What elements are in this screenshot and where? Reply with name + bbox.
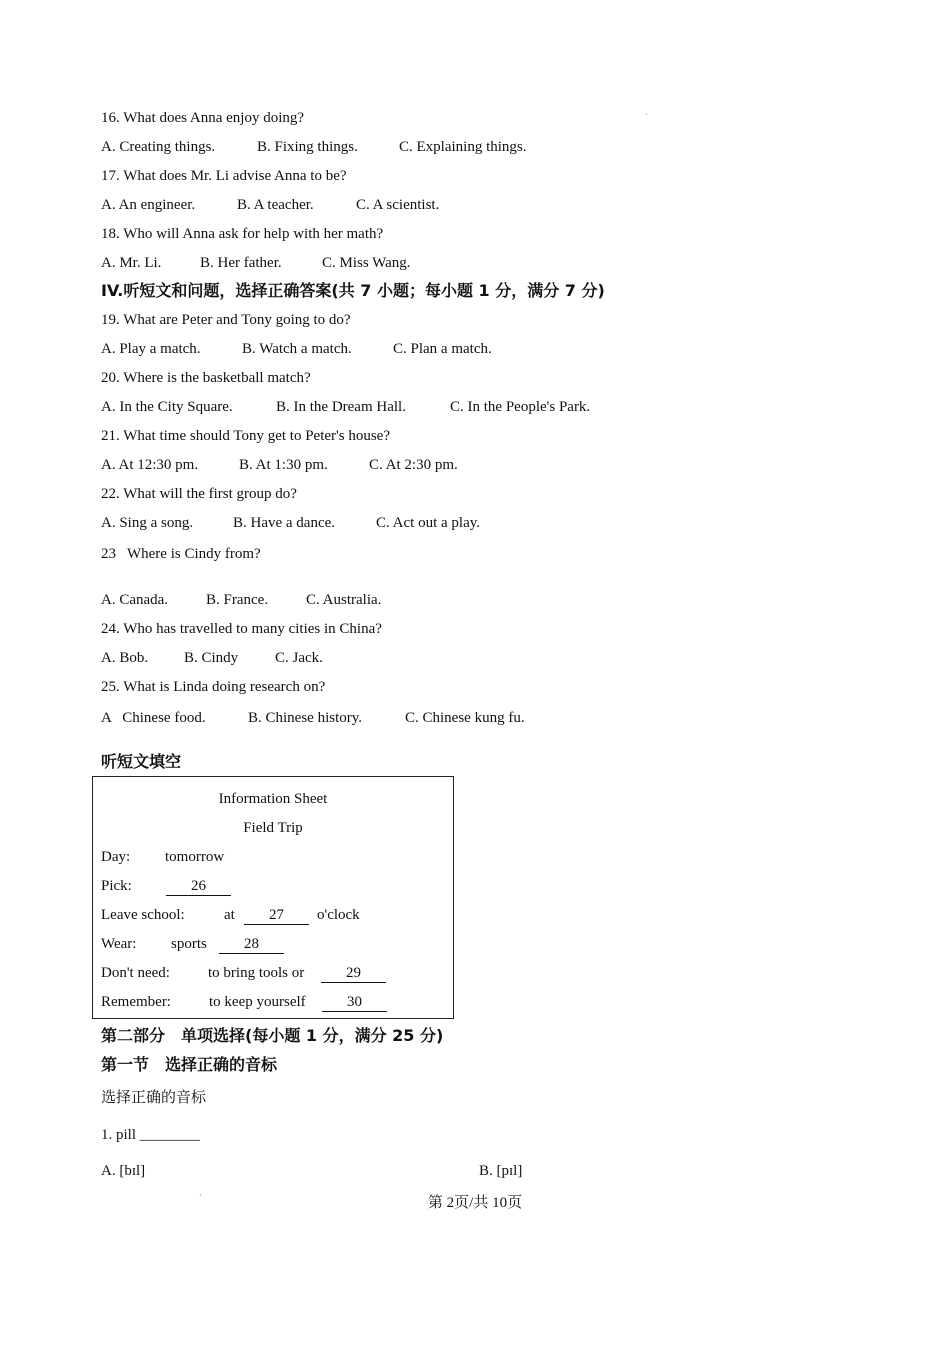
question-19: 19. What are Peter and Tony going to do? [101, 312, 351, 328]
option: B. Her father. [200, 255, 282, 271]
option: B. France. [206, 592, 269, 608]
row-label-day: Day: [101, 849, 131, 865]
option: C. Miss Wang. [322, 255, 411, 271]
option: A. Creating things. [101, 139, 216, 155]
options-21 [101, 455, 458, 475]
option: C. At 2:30 pm. [369, 457, 458, 473]
question-16: 16. What does Anna enjoy doing? [101, 110, 305, 126]
question-23-text: 23 Where is Cindy from? [101, 546, 261, 562]
row-label-dont-need: Don't need: [101, 965, 170, 981]
option: C. Act out a play. [376, 515, 481, 531]
info-sheet-subtitle: Field Trip [243, 820, 303, 836]
row-label-pick: Pick: [101, 878, 132, 894]
option: B. Watch a match. [242, 341, 352, 357]
options-25 [101, 708, 525, 728]
row-text-leave-school: at [224, 907, 235, 923]
question-20: 20. Where is the basketball match? [101, 370, 311, 386]
options-24 [101, 648, 323, 668]
option: A Chinese food. [101, 710, 206, 726]
row-suffix-leave-school: o'clock [317, 907, 360, 923]
question-17: 17. What does Mr. Li advise Anna to be? [101, 168, 347, 184]
option: A. Bob. [101, 650, 149, 666]
option: A. At 12:30 pm. [101, 457, 199, 473]
option: C. A scientist. [356, 197, 440, 213]
option: A. In the City Square. [101, 399, 233, 415]
options-19 [101, 339, 492, 359]
part-two-title: 第二部分 单项选择(每小题 1 分，满分 25 分) [101, 1026, 444, 1045]
options-20 [101, 397, 590, 417]
blank-30[interactable]: 30 [322, 992, 387, 1012]
stray-dot: · [645, 110, 648, 119]
section-one-title: 第一节 选择正确的音标 [101, 1055, 278, 1074]
q1-option-b: B. [pɪl] [479, 1163, 523, 1179]
question-1: 1. pill ________ [101, 1127, 200, 1143]
option: C. Australia. [306, 592, 382, 608]
question-24: 24. Who has travelled to many cities in China? [101, 621, 382, 637]
options-16 [101, 137, 527, 157]
option: B. Fixing things. [257, 139, 358, 155]
options-22 [101, 513, 480, 533]
option: A. Play a match. [101, 341, 201, 357]
option: B. Cindy [184, 650, 239, 666]
blank-27[interactable]: 27 [244, 905, 309, 925]
row-value-day: tomorrow [165, 849, 225, 865]
stray-dot: · [199, 1191, 202, 1200]
option: B. Have a dance. [233, 515, 336, 531]
blank-29[interactable]: 29 [321, 963, 386, 983]
option: B. At 1:30 pm. [239, 457, 328, 473]
question-18: 18. Who will Anna ask for help with her math? [101, 226, 384, 242]
row-label-remember: Remember: [101, 994, 171, 1010]
page-number: 第 2页/共 10页 [427, 1195, 523, 1211]
row-text-remember: to keep yourself [209, 994, 306, 1010]
question-21: 21. What time should Tony get to Peter's house? [101, 428, 390, 444]
row-text-wear: sports [171, 936, 207, 952]
option: C. In the People's Park. [450, 399, 591, 415]
option: B. In the Dream Hall. [276, 399, 406, 415]
section-iv-title: IV.听短文和问题，选择正确答案(共 7 小题；每小题 1 分，满分 7 分) [101, 281, 605, 300]
option: A. Canada. [101, 592, 169, 608]
option: A. Sing a song. [101, 515, 194, 531]
options-17 [101, 195, 439, 215]
option: A. An engineer. [101, 197, 196, 213]
options-23 [101, 590, 381, 610]
question-22: 22. What will the first group do? [101, 486, 297, 502]
q1-option-a: A. [bɪl] [101, 1163, 146, 1179]
options-18 [101, 253, 411, 273]
question-23 [101, 544, 261, 564]
row-label-wear: Wear: [101, 936, 137, 952]
option: C. Explaining things. [399, 139, 527, 155]
instruction-text: 选择正确的音标 [101, 1088, 207, 1106]
row-text-dont-need: to bring tools or [208, 965, 305, 981]
option: C. Chinese kung fu. [405, 710, 525, 726]
option: B. Chinese history. [248, 710, 363, 726]
option: A. Mr. Li. [101, 255, 162, 271]
info-sheet-title: Information Sheet [218, 791, 328, 807]
fill-section-title: 听短文填空 [101, 752, 182, 771]
blank-26[interactable]: 26 [166, 876, 231, 896]
option: C. Jack. [275, 650, 323, 666]
option: C. Plan a match. [393, 341, 492, 357]
blank-28[interactable]: 28 [219, 934, 284, 954]
option: B. A teacher. [237, 197, 314, 213]
row-label-leave-school: Leave school: [101, 907, 185, 923]
question-25: 25. What is Linda doing research on? [101, 679, 326, 695]
